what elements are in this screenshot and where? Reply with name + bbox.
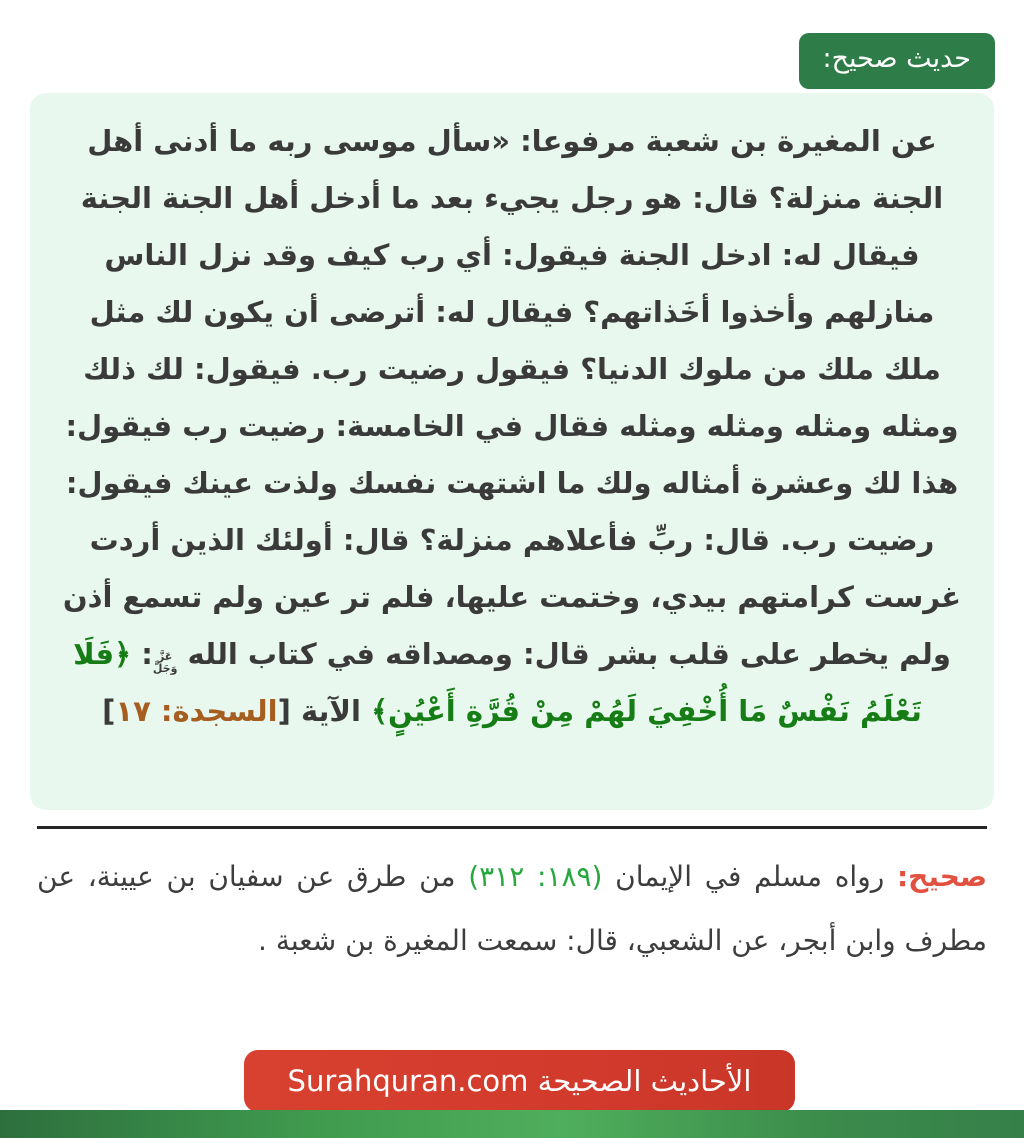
quran-verse: ﴿فَلَا تَعْلَمُ نَفْسٌ مَا أُخْفِيَ لَهُمْ مِنْ قُرَّةِ أَعْيُنٍ﴾ (73, 637, 922, 728)
colon-after-honorific: : (131, 637, 153, 671)
surahquran-site-button[interactable] (244, 1050, 795, 1112)
hadith-grade-badge (799, 33, 996, 89)
honorific-top-word: عَزَّ (157, 650, 173, 663)
hadith-body-text: عن المغيرة بن شعبة مرفوعا: «سأل موسى ربه ما أدنى أهل الجنة منزلة؟ قال: هو رجل يجيء بعد ما أدخل أهل الجنة الجنة فيقال له: ادخل الجنة فيقول: أي رب كيف وقد نزل الناس منازلهم وأخذوا أخَذاتهم؟ فيقال له: أترضى أن يكون لك مثل ملك ملك من ملوك الدنيا؟ فيقول رضيت رب. فيقول: لك ذلك ومثله ومثله ومثله ومثله فقال في الخامسة: رضيت رب فيقول: هذا لك وعشرة أمثاله ولك ما اشتهت نفسك ولذت عينك فيقول: رضيت رب. قال: ربِّ فأعلاهم منزلة؟ قال: أولئك الذين أردت غرست كرامتهم بيدي، وختمت عليها، فلم تر عين ولم تسمع أذن ولم يخطر على قلب بشر قال: ومصداقه في كتاب الله (62, 124, 962, 671)
takhrij-grade-label: صحيح: (896, 860, 987, 893)
hadith-number-reference: (١٨٩: ٣١٢) (468, 860, 603, 893)
separator-line (37, 826, 987, 829)
honorific-azza-wa-jall (153, 651, 178, 675)
surahquran-site-button-label: الأحاديث الصحيحة Surahquran.com (287, 1064, 752, 1098)
hadith-box (30, 93, 994, 810)
footer-bar (0, 1110, 1024, 1138)
takhrij-paragraph (37, 845, 987, 973)
hadith-grade-badge-label: حديث صحيح: (822, 43, 971, 74)
takhrij-text-before-ref: رواه مسلم في الإيمان (602, 860, 897, 893)
honorific-bottom-word: وَجَلَّ (152, 662, 178, 675)
hadith-text (58, 113, 966, 740)
ayah-word-and-open-bracket: الآية [ (277, 694, 372, 728)
surah-reference: السجدة: ١٧ (115, 694, 278, 728)
close-bracket: ] (102, 694, 116, 728)
takhrij-text-after-ref: من طرق عن سفيان بن عيينة، عن مطرف وابن أبجر، عن الشعبي، قال: سمعت المغيرة بن شعبة . (37, 860, 987, 957)
